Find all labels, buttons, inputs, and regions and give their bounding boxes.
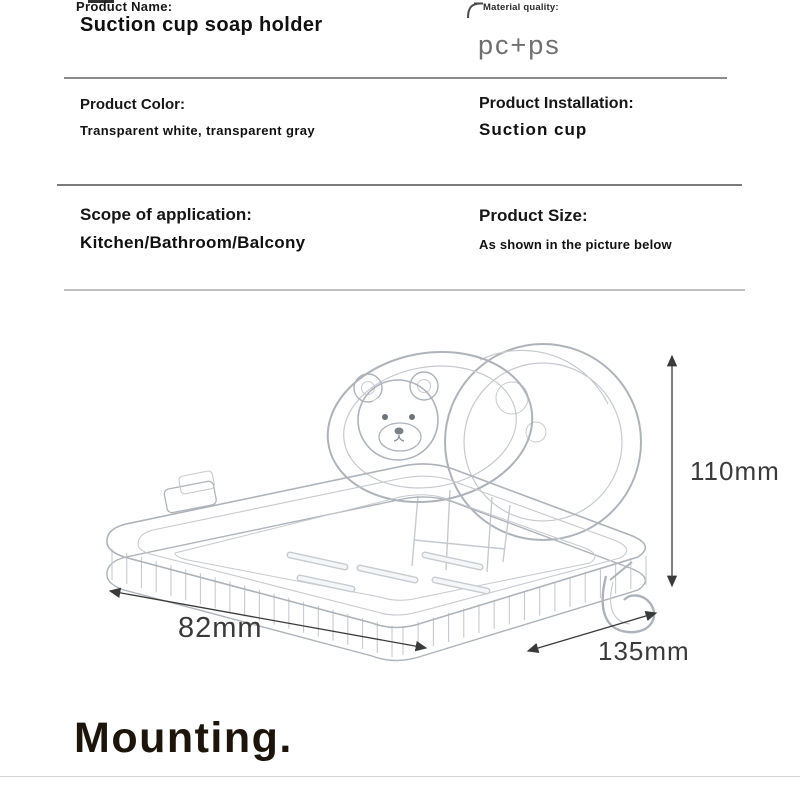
product-name-value: Suction cup soap holder: [80, 14, 323, 36]
product-color-value: Transparent white, transparent gray: [80, 123, 316, 138]
scope-of-application-label: Scope of application:: [80, 205, 252, 224]
divider: [64, 77, 727, 79]
section-title-mounting: Mounting.: [74, 714, 293, 762]
height-dimension: [672, 356, 780, 586]
product-installation-value: Suction cup: [479, 120, 588, 139]
scope-of-application-value: Kitchen/Bathroom/Balcony: [80, 233, 306, 252]
divider: [0, 776, 800, 777]
material-quality-icon: [466, 0, 483, 24]
product-illustration: [0, 300, 800, 700]
product-size-label: Product Size:: [479, 206, 588, 225]
width-dimension: [110, 591, 426, 648]
bear-emblem: [354, 372, 438, 460]
divider: [64, 289, 745, 291]
width-dimension-label: 82mm: [178, 612, 263, 644]
depth-dimension-label: 135mm: [598, 636, 690, 666]
product-name-label: Product Name:: [76, 0, 173, 14]
height-dimension-label: 110mm: [690, 456, 780, 486]
product-installation-label: Product Installation:: [479, 95, 634, 112]
material-quality-label: Material quality:: [483, 2, 559, 13]
material-quality-value: pc+ps: [478, 30, 561, 60]
product-color-label: Product Color:: [80, 96, 185, 113]
product-size-value: As shown in the picture below: [479, 237, 672, 252]
drain-slots: [290, 555, 487, 591]
divider: [57, 184, 742, 186]
